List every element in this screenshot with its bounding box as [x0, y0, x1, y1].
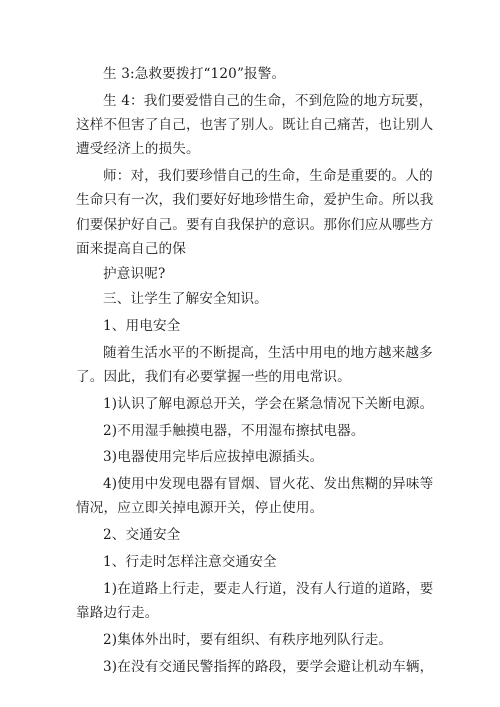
text-line: 1、行走时怎样注意交通安全 — [103, 554, 277, 570]
text-line: 生命只有一次，我们要好好地珍惜生命，爱护生命。所以我 — [76, 192, 434, 208]
text-line: 生 3:急救要拨打“120”报警。 — [103, 66, 286, 82]
text-line: 了。因此，我们有必要掌握一些的用电常识。 — [76, 369, 351, 385]
text-line: 面来提高自己的保 — [76, 241, 186, 257]
text-line: 们要保护好自己。要有自我保护的意识。那你们应从哪些方 — [76, 217, 434, 233]
text-line: 2、交通安全 — [103, 527, 181, 543]
text-line: 3)在没有交通民警指挥的路段，要学会避让机动车辆， — [103, 659, 434, 675]
text-line: 这样不但害了自己，也害了别人。既让自己痛苦，也让别人 — [76, 117, 434, 133]
text-line: 师：对，我们要珍惜自己的生命，生命是重要的。人的 — [103, 168, 433, 184]
text-line: 4)使用中发现电器有冒烟、冒火花、发出焦糊的异味等 — [103, 476, 434, 492]
text-line: 随着生活水平的不断提高，生活中用电的地方越来越多 — [103, 345, 433, 361]
text-line: 靠路边行走。 — [76, 605, 159, 621]
text-line: 遭受经济上的损失。 — [76, 141, 200, 157]
text-line: 1)认识了解电源总开关，学会在紧急情况下关断电源。 — [103, 396, 434, 412]
text-line: 1、用电安全 — [103, 318, 181, 334]
text-line: 三、让学生了解安全知识。 — [103, 291, 268, 307]
text-line: 2)集体外出时，要有组织、有秩序地列队行走。 — [103, 632, 393, 648]
text-line: 1)在道路上行走，要走人行道，没有人行道的道路，要 — [103, 581, 434, 597]
text-line: 护意识呢? — [103, 266, 166, 282]
text-line: 3)电器使用完毕后应拔掉电源插头。 — [103, 449, 324, 465]
text-line: 2)不用湿手触摸电器，不用湿布擦拭电器。 — [103, 423, 365, 439]
text-line: 情况，应立即关掉电源开关，停止使用。 — [76, 500, 324, 516]
text-line: 生 4：我们要爱惜自己的生命，不到危险的地方玩要， — [103, 93, 433, 109]
